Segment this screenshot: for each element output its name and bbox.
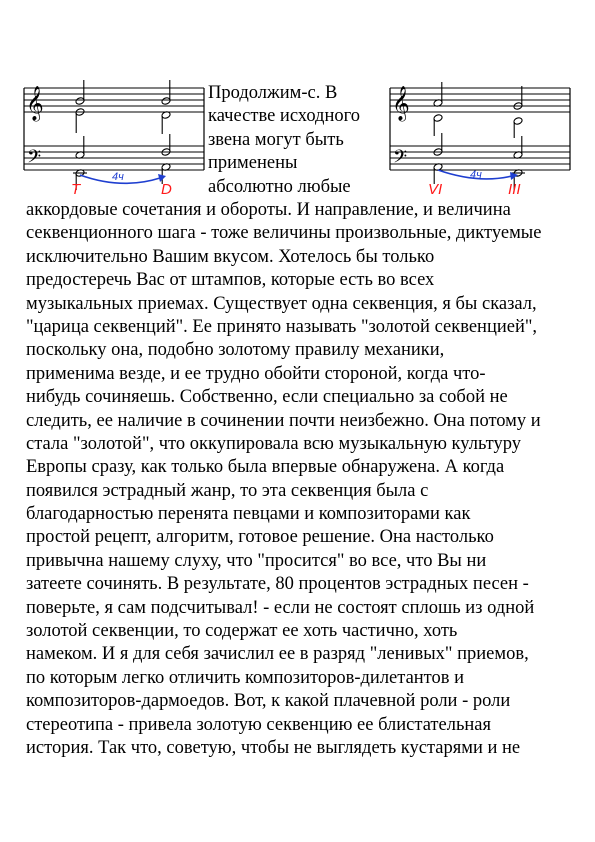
text-line: применены [208,153,298,174]
text-line: аккордовые сочетания и обороты. И направление, и величина [26,200,511,220]
text-line: следить, ее наличие в сочинении почти неизбежно. Она потому и [26,410,541,431]
text-line: поверьте, я сам подсчитывал! - если не состоят сплошь из одной [26,597,535,618]
text-line: простой рецепт, алгоритм, готовое решение. Она настолько [26,527,494,548]
text-line: предостеречь Вас от штампов, которые есть во всех [26,270,435,291]
text-line: намеком. И я для себя зачислил ее в разряд "ленивых" приемов, [26,644,529,665]
body-text [26,199,541,760]
bass-clef-icon: 𝄢 [27,147,42,172]
text-line: Европы сразу, как только была впервые обнаружена. А когда [26,457,505,478]
intro-text [208,82,360,199]
text-line: золотой секвенции, то содержат ее хоть частично, хоть [26,621,458,642]
text-line: поскольку она, подобно золотому правилу механики, [26,340,445,361]
function-label-to: III [508,181,521,198]
step-label: 4ч [112,171,124,183]
chord-1 [73,80,87,190]
text-line: по которым легко отличить композиторов-дилетантов и [26,667,465,688]
chord-2 [161,80,171,184]
text-line: привычна нашему слуху, что "просится" во все, что Вы ни [26,550,487,571]
text-line: музыкальных приемах. Существует одна секвенция, я бы сказал, [26,293,537,314]
text-line: исключительно Вашим вкусом. Хотелось бы только [26,246,435,267]
text-line: качестве исходного [208,106,360,127]
text-line: применима везде, и ее трудно обойти стороной, когда что- [26,363,486,384]
music-example-left [22,78,206,200]
bass-clef-icon: 𝄢 [393,147,408,172]
treble-clef-icon: 𝄞 [26,86,44,121]
text-line: Продолжим-с. В [208,83,338,103]
function-label-to: D [161,181,172,198]
text-line: стереотипа - привела золотую секвенцию ее блистательная [26,714,492,735]
chord-1 [433,82,443,184]
text-line: стала "золотой", что оккупировала всю музыкальную культуру [26,433,522,454]
text-line: история. Так что, советую, чтобы не выглядеть кустарями и не [26,737,521,758]
step-label: 4ч [470,169,482,181]
text-line: композиторов-дармоедов. Вот, к какой плачевной роли - роли [26,691,511,712]
text-line: звена могут быть [208,129,344,150]
text-line: абсолютно любые [208,176,351,197]
text-line: затеете сочинять. В результате, 80 процентов эстрадных песен - [26,574,529,595]
treble-clef-icon: 𝄞 [392,86,410,121]
function-label-from: VI [428,181,443,198]
text-line: "царица секвенций". Ее принято называть "золотой секвенцией", [26,316,538,337]
text-line: секвенционного шага - тоже величины произвольные, диктуемые [26,223,542,244]
music-example-right [388,78,572,200]
text-line: появился эстрадный жанр, то эта секвенция была с [26,480,429,501]
function-label-from: T [71,181,81,198]
text-line: благодарностью перенята певцами и композиторами как [26,504,471,525]
text-line: нибудь сочиняешь. Собственно, если специально за собой не [26,387,508,408]
